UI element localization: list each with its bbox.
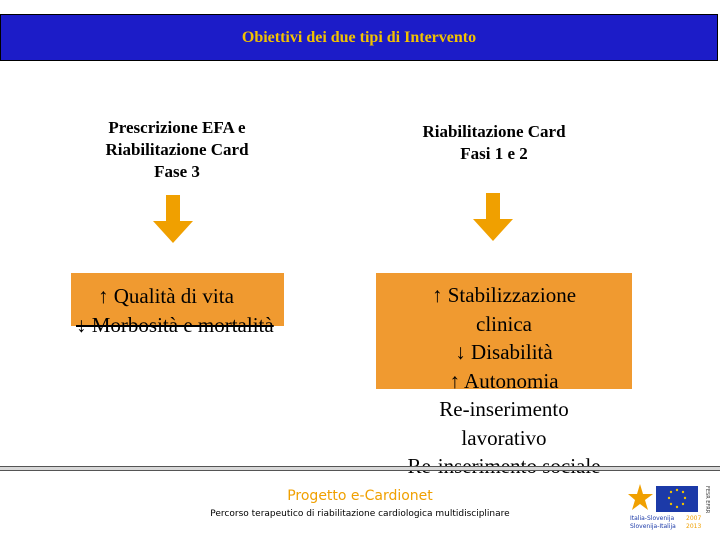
- slide-title: Obiettivi dei due tipi di Intervento: [241, 29, 477, 46]
- right-down-arrow: [473, 193, 513, 241]
- right-outcome-4: ↑ Autonomia: [449, 368, 559, 393]
- right-heading: [382, 121, 606, 165]
- italia-slovenija-logo: [628, 480, 714, 530]
- right-outcomes: [374, 281, 634, 481]
- footer-project: Progetto e-Cardionet: [287, 488, 433, 504]
- logo-fesr: FESR EFRR: [704, 486, 710, 514]
- logo-text-2: Slovenija-Italija: [630, 523, 676, 530]
- footer-subtitle: Percorso terapeutico di riabilitazione cardiologica multidisciplinare: [210, 509, 510, 519]
- right-heading-line-2: Fasi 1 e 2: [460, 144, 528, 163]
- right-outcome-3: ↓ Disabilità: [455, 340, 553, 364]
- footer-divider: [0, 466, 720, 471]
- left-down-arrow: [153, 195, 193, 243]
- left-heading-line-2: Riabilitazione Card: [105, 140, 249, 159]
- right-outcome-6: lavorativo: [461, 425, 547, 450]
- right-heading-line-1: Riabilitazione Card: [422, 122, 566, 141]
- left-outcomes: [76, 282, 326, 339]
- right-outcome-5: Re-inserimento: [439, 397, 569, 421]
- right-outcome-1: ↑ Stabilizzazione: [431, 283, 577, 307]
- title-bar: [0, 14, 718, 61]
- right-outcome-2: clinica: [476, 311, 532, 336]
- left-heading-line-3: Fase 3: [154, 162, 200, 181]
- left-outcome-1: ↑ Qualità di vita: [98, 284, 234, 308]
- left-outcome-2: ↓ Morbosità e mortalità: [76, 312, 274, 337]
- logo-year-1: 2007: [686, 515, 702, 522]
- left-heading-line-1: Prescrizione EFA e: [108, 118, 246, 137]
- logo-year-2: 2013: [686, 523, 702, 530]
- logo-text-1: Italia-Slovenija: [630, 515, 675, 522]
- left-heading: [70, 117, 284, 183]
